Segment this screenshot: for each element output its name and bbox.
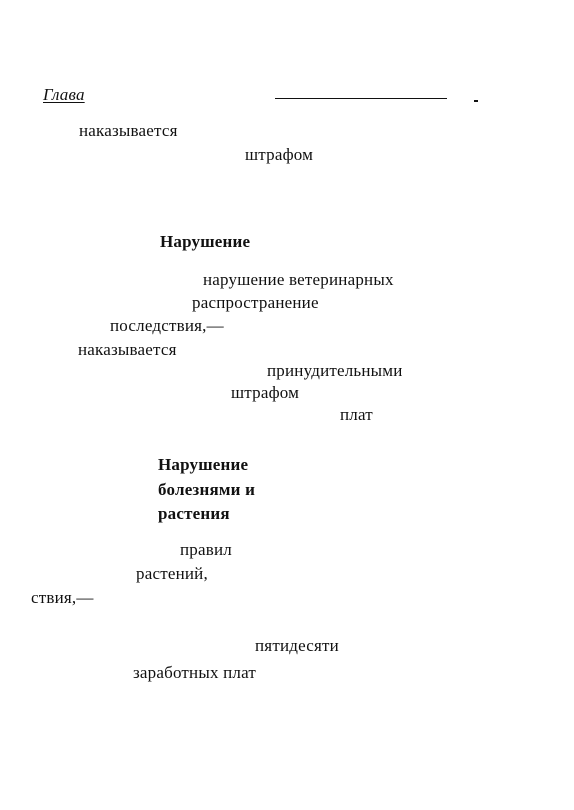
text-line: наказывается	[78, 340, 177, 359]
text-line: штрафом	[245, 145, 314, 164]
text-line: правил	[180, 540, 232, 559]
header-rule	[275, 98, 447, 99]
header-mark	[474, 100, 478, 102]
article-heading: Нарушение	[160, 232, 251, 251]
article-heading-line: растения	[158, 504, 230, 523]
article-heading-line: болезнями и	[158, 480, 256, 499]
text-line: принудительными	[267, 361, 403, 380]
chapter-label: Глава	[43, 85, 85, 104]
text-line: заработных плат	[133, 663, 257, 682]
text-line: плат	[340, 405, 373, 424]
text-line: наказывается	[79, 121, 178, 140]
text-line: штрафом	[231, 383, 300, 402]
text-line: растений,	[136, 564, 208, 583]
text-line: последствия,—	[110, 316, 224, 335]
text-line: ствия,—	[31, 588, 94, 607]
article-heading-line: Нарушение	[158, 455, 249, 474]
text-line: распространение	[192, 293, 319, 312]
text-line: пятидесяти	[255, 636, 339, 655]
text-line: нарушение ветеринарных	[203, 270, 394, 289]
